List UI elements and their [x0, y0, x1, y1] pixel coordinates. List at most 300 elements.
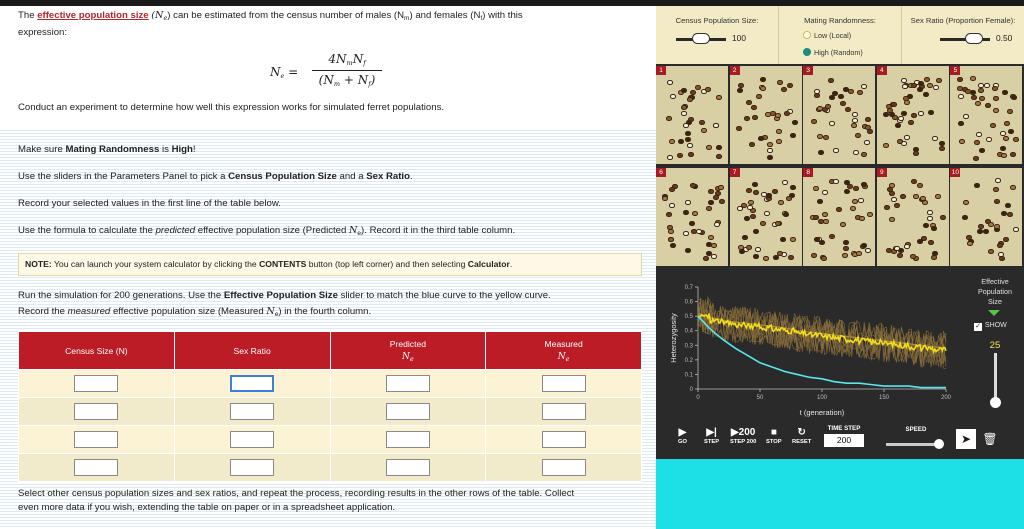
- sex-ratio-input[interactable]: [230, 459, 274, 476]
- ferret-icon: [692, 211, 698, 216]
- show-label: SHOW: [985, 322, 1007, 329]
- predicted-input[interactable]: [386, 459, 430, 476]
- intro-text-5: expression:: [18, 27, 68, 38]
- population-tile[interactable]: [803, 168, 875, 266]
- checkbox-icon[interactable]: ✓: [975, 323, 981, 330]
- reset-icon: ↻: [797, 427, 806, 438]
- ferret-icon: [713, 123, 719, 128]
- ferret-icon: [708, 235, 714, 240]
- ferret-icon: [716, 145, 722, 150]
- ferret-icon: [825, 104, 831, 109]
- step4-mid: effective population size (Predicted: [195, 225, 350, 236]
- ferret-icon: [907, 94, 913, 99]
- ferret-icon: [928, 110, 934, 115]
- ferret-icon: [701, 128, 707, 133]
- y-tick-label: 0.2: [684, 357, 693, 364]
- step2-bold1: Census Population Size: [228, 171, 337, 182]
- eps-line-2: Population: [978, 287, 1012, 296]
- tool-buttons: [956, 429, 1016, 451]
- ne-sub: e: [565, 354, 570, 363]
- ferret-icon: [917, 87, 923, 92]
- ferret-icon: [913, 194, 919, 199]
- census-input[interactable]: [74, 403, 118, 420]
- measured-input[interactable]: [542, 403, 586, 420]
- ferret-icon: [708, 189, 714, 194]
- run2-text: Record the: [18, 306, 68, 317]
- ferret-icon: [917, 183, 923, 188]
- ne-symbol: (N: [151, 10, 164, 21]
- ferret-icon: [687, 97, 693, 102]
- ferret-icon: [897, 139, 903, 144]
- ferret-icon: [764, 211, 770, 216]
- ferret-icon: [993, 96, 999, 101]
- step2-mid: and a: [336, 171, 367, 182]
- ferret-icon: [829, 95, 835, 100]
- census-input[interactable]: [74, 459, 118, 476]
- ferret-icon: [913, 147, 919, 152]
- table-header-row: [19, 332, 642, 370]
- ferret-icon: [667, 155, 673, 160]
- population-tile[interactable]: [656, 66, 728, 164]
- num-sub-m: m: [346, 59, 353, 67]
- ne-formula: [270, 52, 430, 92]
- tile-number: 2: [730, 66, 740, 75]
- mating-low-label: Low (Local): [814, 31, 852, 40]
- ferret-icon: [995, 178, 1001, 183]
- stop-button[interactable]: [766, 427, 782, 445]
- formula-fraction: [312, 52, 382, 89]
- ferret-icon: [1013, 137, 1019, 142]
- ferret-icon: [678, 139, 684, 144]
- ferret-icon: [749, 142, 755, 147]
- population-tile[interactable]: [877, 66, 949, 164]
- reset-button[interactable]: [792, 427, 811, 445]
- effective-size-title: [966, 277, 1024, 307]
- ferret-icon: [867, 212, 873, 217]
- ne-sub: e: [409, 354, 414, 363]
- ferret-icon: [864, 140, 870, 145]
- intro-paragraph: [18, 9, 648, 40]
- table-cell: [19, 426, 175, 454]
- step-mating: [18, 144, 196, 155]
- ferret-icon: [818, 150, 824, 155]
- ferret-icon: [786, 196, 792, 201]
- ferret-icon: [958, 94, 964, 99]
- ferret-icon: [1002, 90, 1008, 95]
- table-row: [19, 426, 642, 454]
- formula-lhs: [270, 65, 298, 80]
- effective-population-size-link[interactable]: effective population size: [37, 10, 149, 21]
- ferret-icon: [767, 148, 773, 153]
- population-tile[interactable]: [950, 168, 1022, 266]
- ferret-icon: [993, 108, 999, 113]
- ferret-icon: [669, 139, 675, 144]
- x-tick-label: 100: [816, 395, 828, 401]
- ferret-icon: [706, 206, 712, 211]
- ferret-icon: [843, 246, 849, 251]
- ferret-icon: [685, 131, 691, 136]
- ferret-icon: [781, 87, 787, 92]
- table-row: [19, 398, 642, 426]
- ferret-icon: [843, 240, 849, 245]
- ferret-icon: [889, 217, 895, 222]
- ferret-icon: [891, 102, 897, 107]
- footer-line-2: even more data if you wish, extending the table on paper or in a spreadsheet application.: [18, 502, 396, 513]
- nf-subscript: f: [480, 15, 483, 22]
- table-cell: [19, 398, 175, 426]
- ferret-icon: [833, 148, 839, 153]
- ferret-icon: [857, 90, 863, 95]
- ferret-icon: [994, 224, 1000, 229]
- conduct-text: Conduct an experiment to determine how well this expression works for simulated ferret populations.: [18, 102, 445, 113]
- ferret-icon: [763, 256, 769, 261]
- ferret-icon: [747, 205, 753, 210]
- ferret-icon: [689, 221, 695, 226]
- ferret-icon: [681, 105, 687, 110]
- mating-high-radio[interactable]: [803, 48, 863, 57]
- eps-line-1: Effective: [981, 277, 1009, 286]
- ferret-icon: [963, 114, 969, 119]
- ferret-icon: [790, 133, 796, 138]
- ferret-icon: [687, 143, 693, 148]
- header-sex-ratio: Sex Ratio: [174, 332, 330, 370]
- sex-ratio-slider[interactable]: [940, 38, 990, 41]
- ferret-icon: [706, 242, 712, 247]
- ferret-icon: [901, 111, 907, 116]
- step2-bold2: Sex Ratio: [366, 171, 410, 182]
- tile-number: 7: [730, 168, 740, 177]
- ferret-icon: [767, 155, 773, 160]
- ferret-icon: [699, 120, 705, 125]
- x-tick-label: 200: [940, 395, 952, 401]
- ferret-icon: [683, 123, 689, 128]
- ferret-icon: [822, 212, 828, 217]
- population-tile[interactable]: [877, 168, 949, 266]
- ferret-icon: [843, 87, 849, 92]
- ferret-icon: [990, 123, 996, 128]
- ferret-icon: [705, 87, 711, 92]
- effective-size-knob[interactable]: [990, 397, 1001, 408]
- step-button[interactable]: [704, 427, 719, 445]
- footer-text: [18, 487, 648, 515]
- ferret-icon: [683, 231, 689, 236]
- ferret-icon: [984, 83, 990, 88]
- speed-slider[interactable]: [886, 443, 938, 446]
- table-cell: [486, 454, 642, 482]
- ferret-icon: [823, 135, 829, 140]
- ferret-icon: [973, 156, 979, 161]
- ferret-icon: [695, 85, 701, 90]
- note-bold2: Calculator: [467, 259, 510, 269]
- ferret-icon: [818, 219, 824, 224]
- header-census: Census Size (N): [19, 332, 175, 370]
- reset-label: RESET: [792, 439, 812, 445]
- note-bold: CONTENTS: [259, 259, 307, 269]
- ferret-icon: [683, 210, 689, 215]
- footer-line-1: Select other census population sizes and sex ratios, and repeat the process, recording results in the other rows of the table. Collect: [18, 488, 575, 499]
- y-tick-label: 0.6: [684, 299, 693, 306]
- run2-end: ) in the fourth column.: [278, 306, 372, 317]
- ferret-icon: [861, 182, 867, 187]
- table-cell: [174, 370, 330, 398]
- simulation-controls: [656, 419, 1024, 529]
- results-table: [18, 331, 642, 482]
- step4-sub: e: [357, 230, 362, 237]
- mating-randomness-control: [779, 6, 902, 64]
- header-predicted-ne: [331, 352, 486, 363]
- ferret-icon: [836, 207, 842, 212]
- ferret-icon: [829, 121, 835, 126]
- ferret-icon: [883, 112, 889, 117]
- ferret-icon: [739, 249, 745, 254]
- sex-ratio-knob[interactable]: [965, 33, 983, 44]
- nm-subscript: m: [404, 15, 410, 22]
- ferret-icon: [746, 188, 752, 193]
- step4-n: N: [349, 225, 358, 236]
- sex-ratio-input[interactable]: [230, 431, 274, 448]
- table-cell: [486, 398, 642, 426]
- sex-ratio-value: 0.50: [996, 33, 1013, 43]
- trash-icon[interactable]: 🗑: [982, 432, 998, 446]
- tile-number: 8: [803, 168, 813, 177]
- note-text: You can launch your system calculator by clicking the: [51, 259, 260, 269]
- ferret-icon: [685, 137, 691, 142]
- ferret-icon: [777, 80, 783, 85]
- ferret-icon: [715, 191, 721, 196]
- ferret-icon: [1010, 185, 1016, 190]
- ferret-icon: [840, 101, 846, 106]
- population-grid: [656, 66, 1024, 270]
- predicted-input[interactable]: [386, 431, 430, 448]
- ferret-icon: [904, 135, 910, 140]
- population-tile[interactable]: [950, 66, 1022, 164]
- ferret-icon: [766, 193, 772, 198]
- ferret-icon: [782, 180, 788, 185]
- ferret-icon: [928, 240, 934, 245]
- ferret-icon: [986, 137, 992, 142]
- ferret-icon: [931, 255, 937, 260]
- ferret-icon: [767, 142, 773, 147]
- population-tile[interactable]: [730, 168, 802, 266]
- predicted-input[interactable]: [386, 403, 430, 420]
- ferret-icon: [1010, 152, 1016, 157]
- ferret-icon: [668, 229, 674, 234]
- ferret-icon: [670, 94, 676, 99]
- pointer-icon[interactable]: ➤: [956, 429, 976, 449]
- ferret-icon: [708, 200, 714, 205]
- expand-arrow-icon[interactable]: [988, 310, 1000, 316]
- ferret-icon: [1003, 237, 1009, 242]
- time-step-display: [821, 425, 867, 447]
- population-tile[interactable]: [803, 66, 875, 164]
- ferret-icon: [833, 179, 839, 184]
- step4-ital: predicted: [155, 225, 196, 236]
- table-row: [19, 454, 642, 482]
- mating-randomness-title: Mating Randomness:: [804, 16, 876, 25]
- ferret-icon: [736, 126, 742, 131]
- simulation-panel: [656, 6, 1024, 529]
- step1-bold: Mating Randomness: [65, 144, 160, 155]
- ferret-icon: [939, 146, 945, 151]
- ferret-icon: [967, 241, 973, 246]
- ferret-icon: [838, 94, 844, 99]
- go-button[interactable]: [678, 427, 687, 445]
- ferret-icon: [994, 199, 1000, 204]
- ferret-icon: [902, 84, 908, 89]
- radio-selected-icon: [803, 48, 811, 56]
- population-tile[interactable]: [656, 168, 728, 266]
- ferret-icon: [752, 115, 758, 120]
- sex-ratio-input[interactable]: [230, 375, 274, 392]
- ferret-icon: [811, 119, 817, 124]
- ferret-icon: [790, 237, 796, 242]
- formula-lhs-n: N: [270, 65, 281, 79]
- ferret-icon: [883, 143, 889, 148]
- ferret-icon: [974, 140, 980, 145]
- ferret-icon: [776, 139, 782, 144]
- ferret-icon: [932, 136, 938, 141]
- ferret-icon: [751, 105, 757, 110]
- ferret-icon: [758, 136, 764, 141]
- measured-input[interactable]: [542, 375, 586, 392]
- ferret-icon: [992, 86, 998, 91]
- ferret-icon: [666, 212, 672, 217]
- ferret-icon: [935, 194, 941, 199]
- tile-number: 9: [877, 168, 887, 177]
- tile-number: 4: [877, 66, 887, 75]
- table-cell: [19, 370, 175, 398]
- table-cell: [330, 426, 486, 454]
- ferret-icon: [887, 187, 893, 192]
- ferret-icon: [760, 86, 766, 91]
- play-icon: ▶: [678, 427, 687, 438]
- population-tile[interactable]: [730, 66, 802, 164]
- effective-size-value: 25: [989, 340, 1001, 351]
- ferret-icon: [913, 151, 919, 156]
- table-row: [19, 370, 642, 398]
- ferret-icon: [667, 80, 673, 85]
- ferret-icon: [783, 212, 789, 217]
- ferret-icon: [719, 199, 725, 204]
- ferret-icon: [756, 94, 762, 99]
- table-cell: [19, 454, 175, 482]
- census-size-knob[interactable]: [692, 33, 710, 44]
- step-200-button[interactable]: [730, 427, 756, 445]
- ferret-icon: [713, 195, 719, 200]
- ferret-icon: [971, 95, 977, 100]
- ferret-icon: [714, 222, 720, 227]
- ferret-icon: [962, 215, 968, 220]
- ferret-icon: [752, 182, 758, 187]
- formula-numerator: [312, 52, 382, 68]
- go-label: GO: [678, 439, 688, 445]
- ferret-icon: [811, 253, 817, 258]
- intro-text-2: ) can be estimated from the census number of males (N: [167, 10, 405, 21]
- ne-subscript: e: [163, 14, 168, 22]
- calculator-note: [18, 253, 642, 276]
- ferret-icon: [1001, 153, 1007, 158]
- ferret-icon: [970, 76, 976, 81]
- census-input[interactable]: [74, 375, 118, 392]
- measured-input[interactable]: [542, 431, 586, 448]
- census-input[interactable]: [74, 431, 118, 448]
- ferret-icon: [895, 123, 901, 128]
- ferret-icon: [911, 179, 917, 184]
- sex-ratio-control: [902, 6, 1024, 64]
- speed-label: SPEED: [905, 426, 927, 433]
- step-label: STEP: [704, 439, 720, 445]
- ferret-icon: [993, 187, 999, 192]
- stop-label: STOP: [766, 439, 782, 445]
- time-step-value: 200: [824, 434, 864, 447]
- ferret-icon: [898, 116, 904, 121]
- show-toggle[interactable]: [974, 322, 1007, 331]
- ferret-icon: [979, 96, 985, 101]
- ferret-icon: [677, 153, 683, 158]
- ferret-icon: [750, 214, 756, 219]
- ferret-icon: [852, 112, 858, 117]
- ferret-icon: [959, 139, 965, 144]
- predicted-input[interactable]: [386, 375, 430, 392]
- num-part: 4N: [328, 52, 347, 66]
- formula-denominator: [312, 73, 382, 89]
- ferret-icon: [1011, 95, 1017, 100]
- effective-size-panel: [966, 269, 1024, 419]
- step-200-label: STEP 200: [730, 439, 757, 445]
- ferret-icon: [828, 78, 834, 83]
- y-tick-label: 0.1: [684, 372, 693, 379]
- ferret-icon: [851, 123, 857, 128]
- ferret-icon: [977, 229, 983, 234]
- ferret-icon: [988, 249, 994, 254]
- effective-size-slider[interactable]: [994, 353, 997, 401]
- measured-input[interactable]: [542, 459, 586, 476]
- intro-text-3: ) and females (N: [409, 10, 481, 21]
- ferret-icon: [773, 255, 779, 260]
- mating-low-radio[interactable]: [803, 31, 851, 40]
- ferret-icon: [853, 150, 859, 155]
- ferret-icon: [978, 88, 984, 93]
- census-size-slider[interactable]: [676, 38, 726, 41]
- ferret-icon: [790, 185, 796, 190]
- ferret-icon: [927, 83, 933, 88]
- run-line-1: [18, 290, 551, 301]
- ferret-icon: [813, 186, 819, 191]
- sex-ratio-input[interactable]: [230, 403, 274, 420]
- heterozygosity-plot: [656, 269, 966, 419]
- ferret-icon: [753, 254, 759, 259]
- ferret-icon: [716, 95, 722, 100]
- step4-end: ). Record it in the third table column.: [361, 225, 516, 236]
- table-cell: [174, 398, 330, 426]
- speed-knob[interactable]: [934, 439, 944, 449]
- ferret-icon: [917, 239, 923, 244]
- ferret-icon: [923, 223, 929, 228]
- intro-text-4: ) with this: [482, 10, 523, 21]
- ferret-icon: [845, 107, 851, 112]
- ferret-icon: [861, 152, 867, 157]
- run1-text: Run the simulation for 200 generations. Use the: [18, 290, 224, 301]
- ferret-icon: [716, 154, 722, 159]
- ferret-icon: [1013, 227, 1019, 232]
- ferret-icon: [858, 198, 864, 203]
- y-tick-label: 0.7: [684, 285, 693, 291]
- ferret-icon: [718, 185, 724, 190]
- ferret-icon: [814, 93, 820, 98]
- ferret-icon: [738, 83, 744, 88]
- y-tick-label: 0.5: [684, 314, 693, 321]
- ferret-icon: [788, 255, 794, 260]
